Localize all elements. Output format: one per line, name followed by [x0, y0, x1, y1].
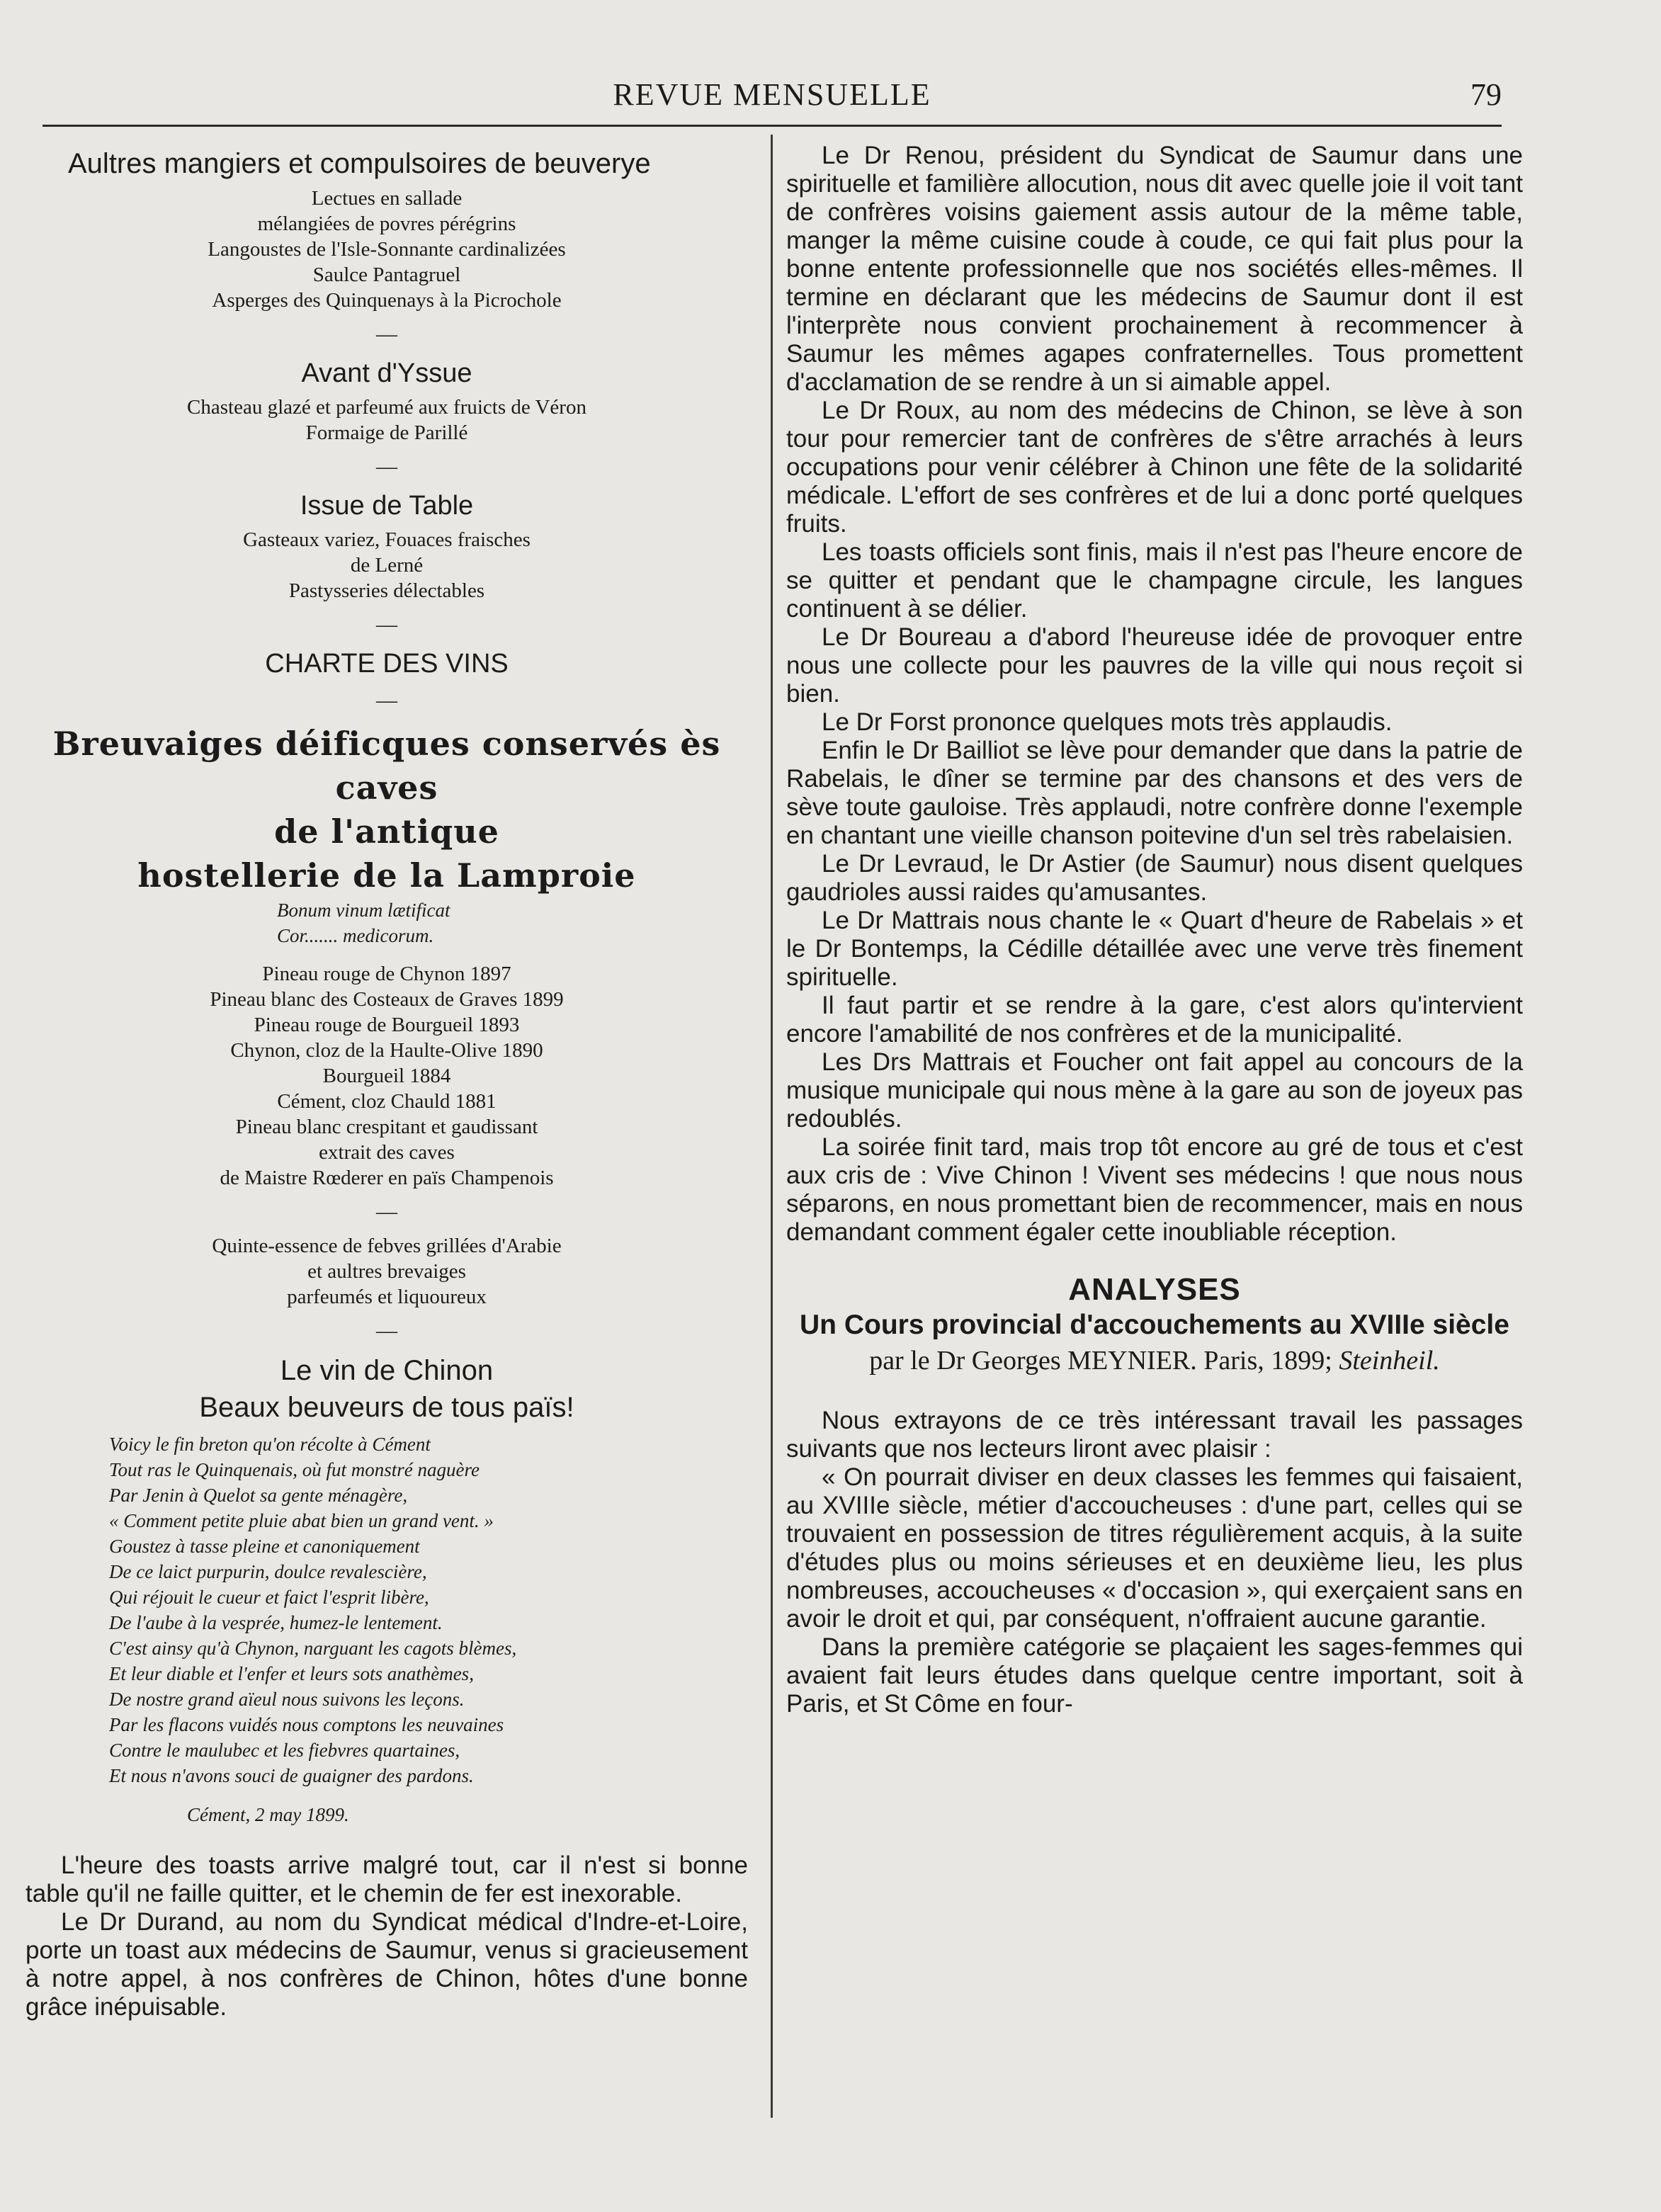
latin-motto [277, 897, 748, 948]
motto-line: Cor....... medicorum. [277, 925, 434, 946]
menu-heading-avant-yssue: Avant d'Yssue [301, 358, 472, 388]
left-column [25, 138, 748, 2021]
separator-dash: — [376, 322, 397, 346]
paragraph: Le Dr Roux, au nom des médecins de Chinon, se lève à son tour pour remercier tant de confrères de s'être arrachés à leurs occupations pour venir célébrer à Chinon une fête de la solidarité médicale. L'effort de ses confrères et de lui a donc porté quelques fruits. [786, 397, 1523, 538]
coffee-list [25, 1233, 748, 1310]
wine-line: Pineau rouge de Bourgueil 1893 [254, 1014, 520, 1036]
menu-line: Lectues en sallade [311, 187, 463, 210]
poem-line: C'est ainsy qu'à Chynon, narguant les cagots blèmes, [109, 1638, 517, 1659]
paragraph: Le Dr Boureau a d'abord l'heureuse idée de provoquer entre nous une collecte pour les pauvres de la ville qui nous reçoit si bien. [786, 623, 1523, 708]
paragraph: Le Dr Forst prononce quelques mots très applaudis. [822, 708, 1393, 736]
left-body-text [25, 1851, 748, 2021]
motto-line: Bonum vinum lætificat [277, 900, 450, 921]
menu-line: mélangiées de povres pérégrins [257, 212, 516, 235]
poem-line: Goustez à tasse pleine et canoniquement [109, 1536, 420, 1557]
menu-line: Asperges des Quinquenays à la Picrochole [212, 289, 562, 312]
wine-line: Cément, cloz Chauld 1881 [277, 1090, 497, 1113]
running-head [42, 76, 1502, 116]
menu-list-avant-yssue [25, 395, 748, 446]
paragraph: Il faut partir et se rendre à la gare, c'est alors qu'intervient encore l'amabilité de nos confrères et de la municipalité. [786, 992, 1523, 1048]
header-rule [42, 125, 1502, 127]
running-title: REVUE MENSUELLE [613, 77, 931, 112]
menu-line: Gasteaux variez, Fouaces fraisches [243, 528, 531, 551]
analyses-heading: ANALYSES [1068, 1272, 1241, 1307]
separator-dash: — [376, 1200, 397, 1223]
coffee-line: parfeumés et liquoureux [287, 1286, 487, 1308]
poem-line: Qui réjouit le cueur et faict l'esprit libère, [109, 1587, 429, 1608]
wine-line: Pineau blanc crespitant et gaudissant [235, 1116, 538, 1138]
paragraph: Enfin le Dr Bailliot se lève pour demander que dans la patrie de Rabelais, le dîner se termine par des chansons et des vers de sève toute gauloise. Très applaudi, notre confrère donne l'exemple en chantant une vieille chanson poitevine d'un sel très rabelaisien. [786, 737, 1523, 849]
menu-line: Pastysseries délectables [288, 579, 485, 602]
poem-line: Et nous n'avons souci de guaigner des pardons. [109, 1765, 474, 1786]
paragraph: Nous extrayons de ce très intéressant travail les passages suivants que nos lecteurs liront avec plaisir : [786, 1407, 1523, 1463]
analyses-author [786, 1343, 1523, 1378]
chinon-title: Le vin de Chinon [280, 1355, 494, 1386]
menu-line: Chasteau glazé et parfeumé aux fruicts de Véron [187, 396, 586, 419]
analyses-subtitle: Un Cours provincial d'accouchements au XVIIIe siècle [800, 1310, 1509, 1340]
gothic-title-line: de l'antique [274, 812, 499, 851]
poem-signature: Cément, 2 may 1899. [187, 1804, 349, 1825]
coffee-line: Quinte-essence de febves grillées d'Arabie [212, 1235, 562, 1257]
chinon-subtitle: Beaux beuveurs de tous païs! [199, 1392, 574, 1423]
paragraph: Le Dr Durand, au nom du Syndicat médical d'Indre-et-Loire, porte un toast aux médecins de Saumur, venus si gracieusement à notre appel, à nos confrères de Chinon, hôtes d'une bonne grâce inépuisable. [25, 1908, 748, 2021]
poem-line: Et leur diable et l'enfer et leurs sots anathèmes, [109, 1663, 474, 1684]
wine-list [25, 961, 748, 1191]
analyses-body-text [786, 1407, 1523, 1718]
poem-line: De nostre grand aïeul nous suivons les leçons. [109, 1689, 465, 1710]
wine-line: Pineau blanc des Costeaux de Graves 1899 [210, 988, 564, 1011]
paragraph: Les toasts officiels sont finis, mais il n'est pas l'heure encore de se quitter et pendant que le champagne circule, les langues continuent à se délier. [786, 538, 1523, 623]
menu-line: Saulce Pantagruel [312, 263, 461, 286]
poem-line: Par les flacons vuidés nous comptons les neuvaines [109, 1714, 504, 1735]
paragraph: L'heure des toasts arrive malgré tout, car il n'est si bonne table qu'il ne faille quitter, et le chemin de fer est inexorable. [25, 1851, 748, 1907]
paragraph: Dans la première catégorie se plaçaient les sages-femmes qui avaient fait leurs études dans quelque centre important, soit à Paris, et St Côme en four- [786, 1633, 1523, 1718]
wine-line: de Maistre Rœderer en païs Champenois [220, 1167, 554, 1189]
author-line: par le Dr Georges MEYNIER. Paris, 1899; [869, 1346, 1332, 1376]
right-column [786, 142, 1523, 1718]
wine-line: Chynon, cloz de la Haulte-Olive 1890 [230, 1039, 543, 1062]
poem-line: « Comment petite pluie abat bien un grand vent. » [109, 1510, 494, 1531]
sonnet [109, 1431, 748, 1788]
wine-line: Bourgueil 1884 [322, 1065, 451, 1087]
poem-line: De l'aube à la vesprée, humez-le lentement. [109, 1612, 443, 1633]
page-number: 79 [1470, 77, 1502, 112]
menu-line: Formaige de Parillé [305, 421, 468, 444]
wine-line: extrait des caves [319, 1141, 455, 1164]
menu-line: de Lerné [350, 554, 424, 577]
poem-line: De ce laict purpurin, doulce revalescière, [109, 1561, 427, 1582]
poem-line: Voicy le fin breton qu'on récolte à Cément [109, 1434, 431, 1455]
coffee-line: et aultres brevaiges [307, 1260, 466, 1283]
paragraph: « On pourrait diviser en deux classes les femmes qui faisaient, au XVIIIe siècle, métier d'accoucheuses : d'une part, celles qui se trouvaient en possession de titres régulièrement acquis, à la suite d'études plus ou moins sérieuses et en deuxième lieu, les plus nombreuses, accoucheuses « d'occasion », qui exerçaient sans en avoir le droit et qui, par conséquent, n'offraient aucune garantie. [786, 1463, 1523, 1633]
paragraph: Les Drs Mattrais et Foucher ont fait appel au concours de la musique municipale qui nous mène à la gare au son de joyeux pas redoublés. [786, 1048, 1523, 1133]
separator-dash: — [376, 613, 397, 636]
wine-chart-heading: CHARTE DES VINS [265, 649, 509, 679]
poem-line: Par Jenin à Quelot sa gente ménagère, [109, 1485, 408, 1506]
gothic-title-line: hostellerie de la Lamproie [137, 856, 636, 895]
right-body-text [786, 142, 1523, 1247]
column-divider [771, 135, 773, 2118]
menu-heading-issue-table: Issue de Table [300, 491, 474, 521]
menu-line: Langoustes de l'Isle-Sonnante cardinalizées [208, 238, 566, 261]
wine-line: Pineau rouge de Chynon 1897 [262, 963, 511, 985]
menu-list-issue-table [25, 527, 748, 603]
poem-line: Tout ras le Quinquenais, où fut monstré naguère [109, 1459, 480, 1480]
separator-dash: — [376, 1319, 397, 1342]
separator-dash: — [376, 455, 397, 478]
menu-heading-mangiers: Aultres mangiers et compulsoires de beuverye [68, 148, 651, 179]
poem-line: Contre le maulubec et les fiebvres quartaines, [109, 1740, 460, 1761]
gothic-title-line: Breuvaiges déificques conservés ès caves [52, 725, 721, 807]
paragraph: Le Dr Levraud, le Dr Astier (de Saumur) nous disent quelques gaudrioles aussi raides qu'amusantes. [786, 850, 1523, 906]
publisher: Steinheil. [1339, 1346, 1440, 1376]
paragraph: Le Dr Renou, président du Syndicat de Saumur dans une spirituelle et familière allocution, nous dit avec quelle joie il voit tant de confrères voisins gaiement assis autour de la même table, manger la même cuisine coude à coude, ce qui fait plus pour la bonne entente professionnelle que nos sociétés elles-mêmes. Il termine en déclarant que les médecins de Saumur dont il est l'interprète nous convient prochainement à recommencer à Saumur les mêmes agapes confraternelles. Tous promettent d'acclamation de se rendre à un si aimable appel. [786, 142, 1523, 396]
separator-dash: — [376, 688, 397, 712]
paragraph: Le Dr Mattrais nous chante le « Quart d'heure de Rabelais » et le Dr Bontemps, la Cédille détaillée avec une verve très finement spirituelle. [786, 907, 1523, 991]
menu-list-mangiers [25, 186, 748, 313]
paragraph: La soirée finit tard, mais trop tôt encore au gré de tous et c'est aux cris de : Vive Chinon ! Vivent ses médecins ! que nous nous séparons, en nous promettant bien de recommencer, mais en nous demandant comment égaler cette inoubliable réception. [786, 1133, 1523, 1246]
